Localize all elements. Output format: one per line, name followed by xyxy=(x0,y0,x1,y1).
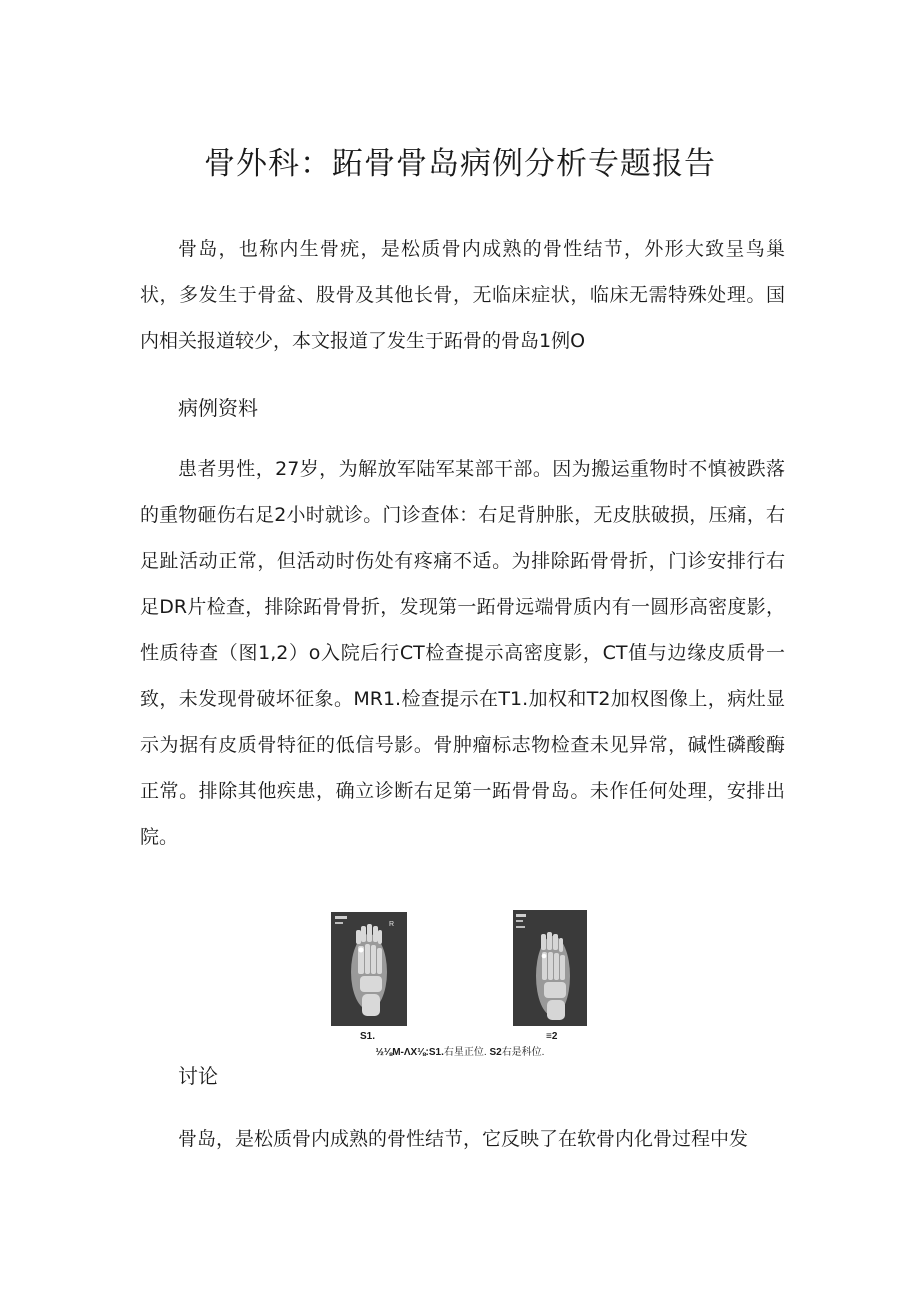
xray-image-ap xyxy=(331,912,407,1026)
figure-caption xyxy=(0,1046,920,1060)
svg-text:R: R xyxy=(389,921,395,928)
case-heading: 病例资料 xyxy=(178,396,258,420)
figure-2-label: ≡2 xyxy=(546,1031,558,1042)
caption-part-1: ½⅛M-ΛX⅛:S1. xyxy=(375,1047,444,1058)
case-paragraph: 患者男性，27岁，为解放军陆军某部干部。因为搬运重物时不慎被跌落的重物砸伤右足2小时就诊。门诊查体：右足背肿胀，无皮肤破损，压痛，右足趾活动正常，但活动时伤处有疼痛不适。为排除跖骨骨折，门诊安排行右足DR片检查，排除跖骨骨折，发现第一跖骨远端骨质内有一圆形高密度影，性质待查（图1,2）o入院后行CT检查提示高密度影，CT值与边缘皮质骨一致，未发现骨破坏征象。MR1.检查提示在T1.加权和T2加权图像上，病灶显示为据有皮质骨特征的低信号影。骨肿瘤标志物检查未见异常，碱性磷酸酶正常。排除其他疾患，确立诊断右足第一跖骨骨岛。未作任何处理，安排出院。 xyxy=(140,458,785,848)
intro-paragraph: 骨岛，也称内生骨疣，是松质骨内成熟的骨性结节，外形大致呈鸟巢状，多发生于骨盆、股骨及其他长骨，无临床症状，临床无需特殊处理。国内相关报道较少，本文报道了发生于跖骨的骨岛1例O xyxy=(140,238,785,352)
discussion-heading: 讨论 xyxy=(178,1064,218,1088)
xray-image-oblique xyxy=(513,910,587,1026)
page-title: 骨外科：跖骨骨岛病例分析专题报告 xyxy=(204,146,716,182)
caption-part-2: 右星正位. xyxy=(443,1047,487,1058)
caption-part-4: 右是科位. xyxy=(501,1047,545,1058)
caption-part-3: S2 xyxy=(489,1047,502,1058)
discussion-paragraph: 骨岛，是松质骨内成熟的骨性结节，它反映了在软骨内化骨过程中发 xyxy=(178,1128,749,1150)
figure-1-label: S1. xyxy=(360,1031,376,1042)
